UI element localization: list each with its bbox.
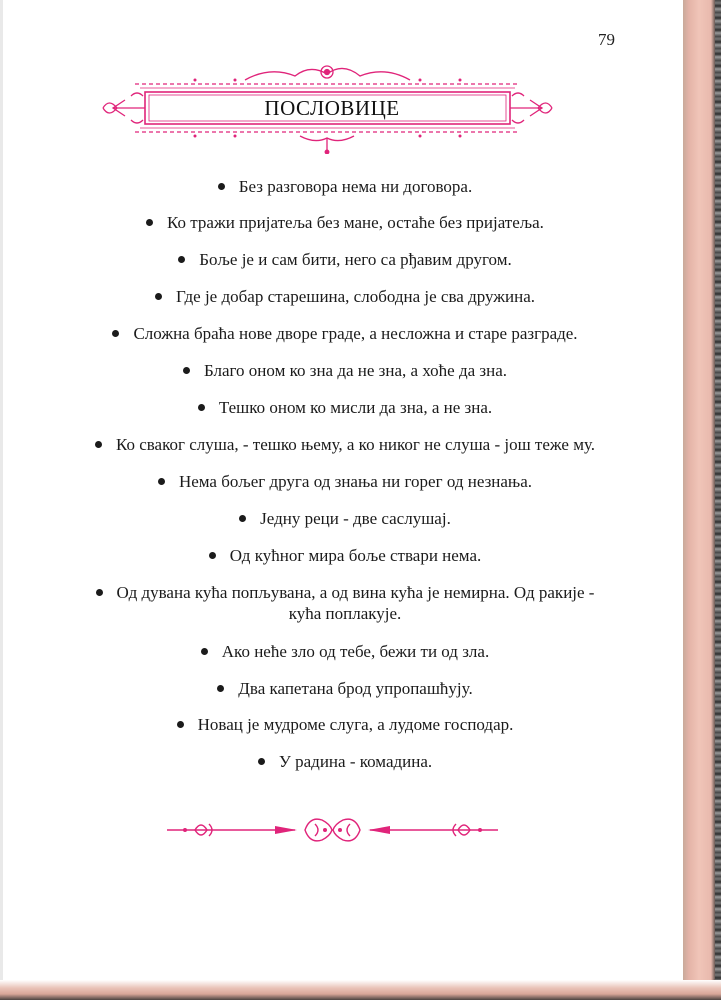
proverb-text: Ако неће зло од тебе, бежи ти од зла. bbox=[221, 642, 490, 661]
proverb-text: Боље је и сам бити, него са рђавим другом. bbox=[199, 250, 512, 269]
bullet-icon bbox=[201, 648, 208, 655]
list-item bbox=[30, 641, 660, 662]
bullet-icon bbox=[198, 404, 205, 411]
bullet-icon bbox=[258, 758, 265, 765]
proverb-text: Сложна браћа нове дворе граде, а несложна и старе разграде. bbox=[133, 324, 578, 343]
proverb-text: Новац је мудроме слуга, а лудоме господар. bbox=[197, 715, 514, 734]
bullet-icon bbox=[209, 552, 216, 559]
bullet-icon bbox=[158, 478, 165, 485]
bullet-icon bbox=[217, 685, 224, 692]
proverb-text: Ко тражи пријатеља без мане, остаће без пријатеља. bbox=[167, 213, 544, 232]
bullet-icon bbox=[218, 183, 225, 190]
bullet-icon bbox=[96, 589, 103, 596]
proverb-text: Од дувана кућа попљувана, а од вина кућа је немирна. Од ракије - bbox=[116, 583, 595, 602]
list-item bbox=[30, 471, 660, 492]
bullet-icon bbox=[146, 219, 153, 226]
proverb-text: Од кућног мира боље ствари нема. bbox=[229, 546, 482, 565]
list-item bbox=[30, 545, 660, 566]
proverb-text: У радина - комадина. bbox=[278, 752, 433, 771]
proverb-text: Без разговора нема ни договора. bbox=[238, 177, 473, 196]
bullet-icon bbox=[183, 367, 190, 374]
list-item bbox=[30, 323, 660, 344]
list-item bbox=[30, 176, 660, 197]
list-item bbox=[30, 678, 660, 699]
page-number: 79 bbox=[598, 30, 615, 49]
list-item bbox=[30, 249, 660, 270]
list-item bbox=[30, 714, 660, 735]
proverb-text: Где је добар старешина, слободна је сва дружина. bbox=[175, 287, 536, 306]
bullet-icon bbox=[95, 441, 102, 448]
proverb-text: Ко сваког слуша, - тешко њему, а ко никог не слуша - још теже му. bbox=[115, 435, 596, 454]
proverb-text: Благо оном ко зна да не зна, а хоће да зна. bbox=[203, 361, 508, 380]
proverb-text: Два капетана брод упропашћују. bbox=[238, 679, 473, 698]
list-item bbox=[30, 751, 660, 772]
page-title: ПОСЛОВИЦЕ bbox=[264, 96, 400, 120]
proverb-text: Нема бољег друга од знања ни горег од незнања. bbox=[178, 472, 533, 491]
bullet-icon bbox=[178, 256, 185, 263]
bullet-icon bbox=[239, 515, 246, 522]
list-item bbox=[30, 286, 660, 307]
list-item bbox=[30, 212, 660, 233]
proverb-text: Тешко оном ко мисли да зна, а не зна. bbox=[218, 398, 493, 417]
list-item bbox=[30, 508, 660, 529]
bullet-icon bbox=[155, 293, 162, 300]
floral-divider-icon bbox=[165, 810, 500, 850]
bullet-icon bbox=[177, 721, 184, 728]
proverb-text: Једну реци - две саслушај. bbox=[260, 509, 451, 528]
list-item bbox=[20, 582, 670, 624]
list-item bbox=[30, 360, 660, 381]
list-item bbox=[30, 397, 660, 418]
list-item bbox=[20, 434, 670, 455]
proverb-continuation: кућа поплакује. bbox=[288, 604, 402, 623]
bullet-icon bbox=[112, 330, 119, 337]
